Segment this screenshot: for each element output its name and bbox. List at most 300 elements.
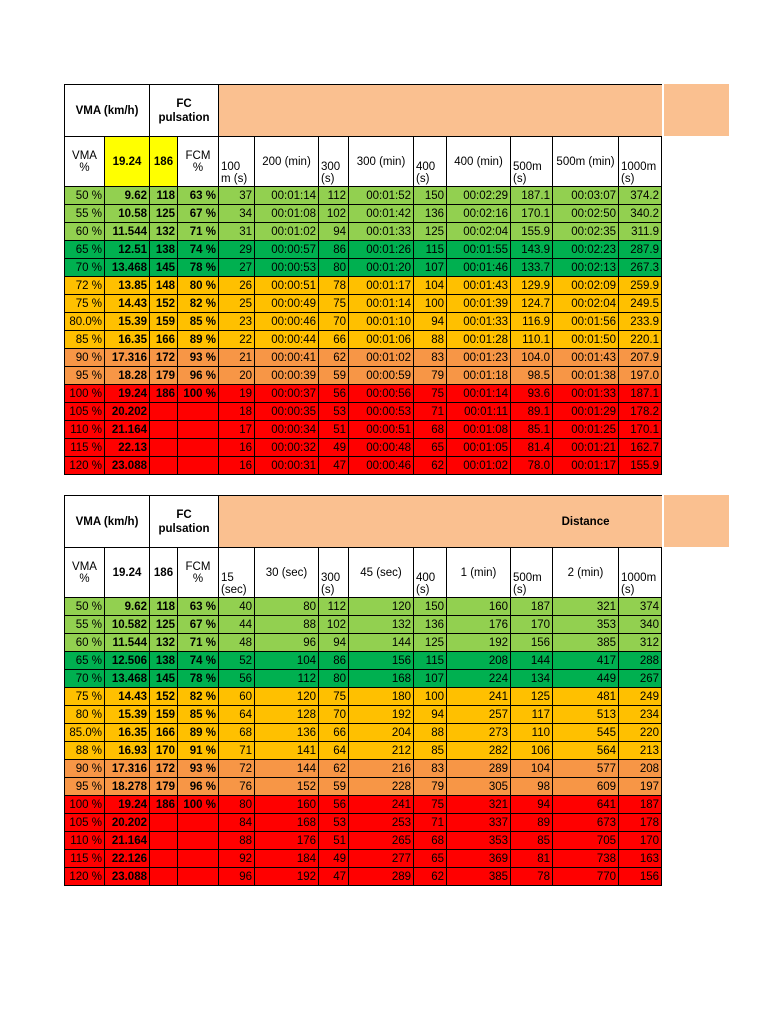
table-cell: 47 bbox=[319, 868, 349, 886]
table-cell: 00:01:42 bbox=[349, 205, 414, 223]
table-cell: 353 bbox=[553, 616, 619, 634]
table-cell: 125 bbox=[414, 223, 447, 241]
table-cell: 00:02:09 bbox=[553, 277, 619, 295]
table-cell: 00:01:18 bbox=[447, 367, 511, 385]
table-cell: 88 bbox=[219, 832, 255, 850]
table-cell: 80 bbox=[319, 670, 349, 688]
table-cell: 156 bbox=[619, 868, 662, 886]
table-row bbox=[65, 634, 662, 652]
table-cell: 16.93 bbox=[105, 742, 150, 760]
table-cell: 81.4 bbox=[511, 439, 553, 457]
table-cell: 70 bbox=[319, 313, 349, 331]
table-cell: 166 bbox=[150, 724, 178, 742]
table-cell: 216 bbox=[349, 760, 414, 778]
table-cell: 15.39 bbox=[105, 706, 150, 724]
subheader-cell: 500m (s) bbox=[511, 137, 553, 187]
table-cell: 59 bbox=[319, 778, 349, 796]
table-row bbox=[65, 778, 662, 796]
table-cell: 00:00:32 bbox=[255, 439, 319, 457]
table-cell: 12.506 bbox=[105, 652, 150, 670]
table-cell: 105 % bbox=[65, 814, 105, 832]
table-cell: 17.316 bbox=[105, 349, 150, 367]
table-cell: 68 bbox=[219, 724, 255, 742]
table-cell: 00:00:59 bbox=[349, 367, 414, 385]
table-cell: 220 bbox=[619, 724, 662, 742]
table-cell bbox=[178, 403, 219, 421]
table-cell: 138 bbox=[150, 241, 178, 259]
table-cell: 94 bbox=[511, 796, 553, 814]
table-cell: 18.278 bbox=[105, 778, 150, 796]
table-cell: 00:01:46 bbox=[447, 259, 511, 277]
table-cell: 78 % bbox=[178, 670, 219, 688]
table-cell: 27 bbox=[219, 259, 255, 277]
table-cell: 545 bbox=[553, 724, 619, 742]
table-cell: 105 % bbox=[65, 403, 105, 421]
table-cell: 152 bbox=[150, 295, 178, 313]
table-cell: 85 % bbox=[178, 706, 219, 724]
table-cell: 385 bbox=[447, 868, 511, 886]
table-cell: 75 bbox=[319, 688, 349, 706]
table-cell: 321 bbox=[447, 796, 511, 814]
subheader-cell: 15 (sec) bbox=[219, 548, 255, 598]
table-cell: 249 bbox=[619, 688, 662, 706]
table-cell: 71 % bbox=[178, 223, 219, 241]
table-cell: 129.9 bbox=[511, 277, 553, 295]
table-cell: 40 bbox=[219, 598, 255, 616]
table-cell: 96 % bbox=[178, 367, 219, 385]
table-cell: 75 % bbox=[65, 688, 105, 706]
table-cell: 20.202 bbox=[105, 403, 150, 421]
table-cell: 13.468 bbox=[105, 259, 150, 277]
table-cell: 104.0 bbox=[511, 349, 553, 367]
subheader-cell: VMA % bbox=[65, 137, 105, 187]
table-cell: 00:01:55 bbox=[447, 241, 511, 259]
table-cell: 449 bbox=[553, 670, 619, 688]
table-cell: 71 bbox=[414, 814, 447, 832]
table-cell: 144 bbox=[349, 634, 414, 652]
table-cell: 00:00:51 bbox=[255, 277, 319, 295]
table-cell: 00:00:56 bbox=[349, 385, 414, 403]
table-cell: 00:02:35 bbox=[553, 223, 619, 241]
fc-header: FC pulsation bbox=[150, 85, 219, 137]
subheader-cell: 2 (min) bbox=[553, 548, 619, 598]
table-cell: 70 % bbox=[65, 259, 105, 277]
banner-extension-1 bbox=[664, 84, 729, 136]
table-cell: 00:01:02 bbox=[447, 457, 511, 475]
table-cell: 94 bbox=[319, 634, 349, 652]
subheader-cell: FCM % bbox=[178, 548, 219, 598]
table-cell: 287.9 bbox=[619, 241, 662, 259]
table-cell: 20 bbox=[219, 367, 255, 385]
table-cell: 104 bbox=[255, 652, 319, 670]
table-cell: 78.0 bbox=[511, 457, 553, 475]
subheader-cell: 100 m (s) bbox=[219, 137, 255, 187]
table-cell: 159 bbox=[150, 313, 178, 331]
table-cell: 93.6 bbox=[511, 385, 553, 403]
table-cell: 56 bbox=[319, 796, 349, 814]
table-row bbox=[65, 688, 662, 706]
table-cell: 62 bbox=[319, 349, 349, 367]
table-cell: 14.43 bbox=[105, 295, 150, 313]
table-cell: 00:00:53 bbox=[255, 259, 319, 277]
table-cell: 145 bbox=[150, 259, 178, 277]
table-row bbox=[65, 223, 662, 241]
table-cell: 00:01:26 bbox=[349, 241, 414, 259]
table-cell: 00:00:31 bbox=[255, 457, 319, 475]
table-cell: 74 % bbox=[178, 652, 219, 670]
table-cell: 23.088 bbox=[105, 868, 150, 886]
table-cell: 89 % bbox=[178, 331, 219, 349]
table-cell: 197 bbox=[619, 778, 662, 796]
table-row bbox=[65, 403, 662, 421]
table-cell: 85.1 bbox=[511, 421, 553, 439]
table-cell: 00:01:43 bbox=[447, 277, 511, 295]
distance-banner: Distance bbox=[219, 496, 662, 548]
table-cell: 673 bbox=[553, 814, 619, 832]
table-cell: 00:01:33 bbox=[349, 223, 414, 241]
subheader-cell: 30 (sec) bbox=[255, 548, 319, 598]
table-cell: 65 % bbox=[65, 652, 105, 670]
table-cell: 159 bbox=[150, 706, 178, 724]
table-cell: 145 bbox=[150, 670, 178, 688]
table-cell: 00:02:13 bbox=[553, 259, 619, 277]
table-cell: 102 bbox=[319, 205, 349, 223]
table-cell: 156 bbox=[349, 652, 414, 670]
table-row bbox=[65, 367, 662, 385]
table-cell: 63 % bbox=[178, 187, 219, 205]
table-cell: 104 bbox=[414, 277, 447, 295]
table-cell: 22 bbox=[219, 331, 255, 349]
table-cell: 100 % bbox=[178, 796, 219, 814]
table-cell: 144 bbox=[255, 760, 319, 778]
table-cell: 67 % bbox=[178, 616, 219, 634]
table-cell: 112 bbox=[319, 598, 349, 616]
table-cell: 71 bbox=[414, 403, 447, 421]
table-cell: 172 bbox=[150, 760, 178, 778]
table-row bbox=[65, 421, 662, 439]
table-cell: 00:00:48 bbox=[349, 439, 414, 457]
table-cell: 81 bbox=[511, 850, 553, 868]
table-cell: 107 bbox=[414, 670, 447, 688]
table-row bbox=[65, 277, 662, 295]
table-cell: 115 bbox=[414, 652, 447, 670]
table-cell: 138 bbox=[150, 652, 178, 670]
table-cell: 176 bbox=[255, 832, 319, 850]
table-cell: 51 bbox=[319, 832, 349, 850]
table-cell: 187 bbox=[619, 796, 662, 814]
table-cell: 144 bbox=[511, 652, 553, 670]
table-cell: 60 % bbox=[65, 223, 105, 241]
table-cell: 187 bbox=[511, 598, 553, 616]
table-cell: 96 % bbox=[178, 778, 219, 796]
table-row bbox=[65, 652, 662, 670]
table-cell: 44 bbox=[219, 616, 255, 634]
table-cell: 00:00:53 bbox=[349, 403, 414, 421]
table-cell: 23 bbox=[219, 313, 255, 331]
table-cell: 16.35 bbox=[105, 331, 150, 349]
table-cell: 170 bbox=[150, 742, 178, 760]
table-cell: 75 % bbox=[65, 295, 105, 313]
table-cell: 118 bbox=[150, 187, 178, 205]
table-cell: 155.9 bbox=[619, 457, 662, 475]
table-cell: 85 bbox=[511, 832, 553, 850]
table-cell: 80 % bbox=[65, 706, 105, 724]
table-cell: 78 % bbox=[178, 259, 219, 277]
table-cell bbox=[150, 457, 178, 475]
table-cell: 241 bbox=[349, 796, 414, 814]
table-cell: 208 bbox=[447, 652, 511, 670]
table-cell: 577 bbox=[553, 760, 619, 778]
table-cell: 80.0% bbox=[65, 313, 105, 331]
table-cell: 75 bbox=[414, 796, 447, 814]
table-cell: 37 bbox=[219, 187, 255, 205]
table-cell: 118 bbox=[150, 598, 178, 616]
table-cell: 305 bbox=[447, 778, 511, 796]
table-cell: 22.126 bbox=[105, 850, 150, 868]
subheader-cell: 200 (min) bbox=[255, 137, 319, 187]
subheader-cell: 300 (s) bbox=[319, 548, 349, 598]
table-cell: 96 bbox=[219, 868, 255, 886]
table-cell: 64 bbox=[319, 742, 349, 760]
table-cell: 18.28 bbox=[105, 367, 150, 385]
table-cell: 82 % bbox=[178, 295, 219, 313]
table-cell: 94 bbox=[414, 313, 447, 331]
table-cell: 738 bbox=[553, 850, 619, 868]
distance-banner bbox=[219, 85, 662, 137]
table-cell: 00:01:14 bbox=[447, 385, 511, 403]
table-cell: 92 bbox=[219, 850, 255, 868]
table-cell: 125 bbox=[150, 205, 178, 223]
table-row bbox=[65, 670, 662, 688]
table-cell: 19.24 bbox=[105, 796, 150, 814]
table-cell: 21.164 bbox=[105, 421, 150, 439]
table-cell: 176 bbox=[447, 616, 511, 634]
table-cell: 13.468 bbox=[105, 670, 150, 688]
table-cell: 62 bbox=[414, 868, 447, 886]
table-cell: 56 bbox=[319, 385, 349, 403]
table-cell bbox=[178, 421, 219, 439]
table-cell: 00:01:17 bbox=[349, 277, 414, 295]
subheader-row bbox=[65, 137, 662, 187]
table-cell: 83 bbox=[414, 760, 447, 778]
table-cell bbox=[178, 850, 219, 868]
table-row bbox=[65, 205, 662, 223]
table-cell: 00:00:35 bbox=[255, 403, 319, 421]
table-cell: 89 bbox=[511, 814, 553, 832]
table-cell bbox=[150, 421, 178, 439]
table-cell: 115 % bbox=[65, 850, 105, 868]
subheader-cell: FCM % bbox=[178, 137, 219, 187]
table-cell: 115 % bbox=[65, 439, 105, 457]
table-cell: 49 bbox=[319, 439, 349, 457]
table-cell: 00:01:23 bbox=[447, 349, 511, 367]
table-cell: 259.9 bbox=[619, 277, 662, 295]
table-cell: 00:01:14 bbox=[349, 295, 414, 313]
table-cell: 90 % bbox=[65, 349, 105, 367]
table-body bbox=[65, 85, 662, 475]
table-cell: 86 bbox=[319, 241, 349, 259]
table-cell: 150 bbox=[414, 598, 447, 616]
table-row bbox=[65, 259, 662, 277]
table-cell: 85 % bbox=[178, 313, 219, 331]
table-cell: 10.58 bbox=[105, 205, 150, 223]
table-cell: 00:01:21 bbox=[553, 439, 619, 457]
table-cell: 70 bbox=[319, 706, 349, 724]
table-cell: 00:03:07 bbox=[553, 187, 619, 205]
table-cell: 374.2 bbox=[619, 187, 662, 205]
table-cell: 150 bbox=[414, 187, 447, 205]
table-cell: 132 bbox=[150, 634, 178, 652]
table-cell: 241 bbox=[447, 688, 511, 706]
table-cell: 50 % bbox=[65, 187, 105, 205]
table-cell: 83 bbox=[414, 349, 447, 367]
table-cell: 00:00:46 bbox=[349, 457, 414, 475]
table-cell: 110 % bbox=[65, 421, 105, 439]
table-cell: 178 bbox=[619, 814, 662, 832]
subheader-cell: VMA % bbox=[65, 548, 105, 598]
table-cell bbox=[150, 850, 178, 868]
table-cell: 66 bbox=[319, 724, 349, 742]
table-cell: 136 bbox=[414, 616, 447, 634]
table-cell: 273 bbox=[447, 724, 511, 742]
table-cell: 180 bbox=[349, 688, 414, 706]
table-cell: 34 bbox=[219, 205, 255, 223]
table-cell: 64 bbox=[219, 706, 255, 724]
table-cell: 53 bbox=[319, 814, 349, 832]
table-cell: 00:00:44 bbox=[255, 331, 319, 349]
table-row bbox=[65, 457, 662, 475]
table-cell: 340 bbox=[619, 616, 662, 634]
table-cell: 66 bbox=[319, 331, 349, 349]
table-cell: 95 % bbox=[65, 778, 105, 796]
table-cell: 75 bbox=[319, 295, 349, 313]
table-row bbox=[65, 832, 662, 850]
table-cell: 51 bbox=[319, 421, 349, 439]
table-cell: 705 bbox=[553, 832, 619, 850]
table-cell: 115 bbox=[414, 241, 447, 259]
table-cell: 100 % bbox=[178, 385, 219, 403]
table-cell: 9.62 bbox=[105, 187, 150, 205]
table-cell: 76 bbox=[219, 778, 255, 796]
table-cell: 234 bbox=[619, 706, 662, 724]
table-cell: 93 % bbox=[178, 349, 219, 367]
table-cell: 00:02:16 bbox=[447, 205, 511, 223]
table-row bbox=[65, 814, 662, 832]
table-cell: 162.7 bbox=[619, 439, 662, 457]
table-row bbox=[65, 616, 662, 634]
table-cell: 289 bbox=[349, 868, 414, 886]
table-cell: 100 % bbox=[65, 796, 105, 814]
table-cell: 78 bbox=[511, 868, 553, 886]
table-cell: 170 bbox=[619, 832, 662, 850]
table-cell: 265 bbox=[349, 832, 414, 850]
table-row bbox=[65, 706, 662, 724]
vma-header: VMA (km/h) bbox=[65, 85, 150, 137]
table-cell: 143.9 bbox=[511, 241, 553, 259]
table-cell: 125 bbox=[150, 616, 178, 634]
table-cell: 31 bbox=[219, 223, 255, 241]
table-cell: 21 bbox=[219, 349, 255, 367]
table-cell: 29 bbox=[219, 241, 255, 259]
subheader-cell: 500m (s) bbox=[511, 548, 553, 598]
table-cell: 00:01:28 bbox=[447, 331, 511, 349]
table-cell: 84 bbox=[219, 814, 255, 832]
table-cell: 49 bbox=[319, 850, 349, 868]
table-cell: 166 bbox=[150, 331, 178, 349]
table-cell: 116.9 bbox=[511, 313, 553, 331]
table-cell: 11.544 bbox=[105, 223, 150, 241]
subheader-cell: 1 (min) bbox=[447, 548, 511, 598]
table-cell: 16 bbox=[219, 439, 255, 457]
table-cell: 00:01:25 bbox=[553, 421, 619, 439]
table-cell: 374 bbox=[619, 598, 662, 616]
table-row bbox=[65, 796, 662, 814]
table-row bbox=[65, 724, 662, 742]
table-cell: 52 bbox=[219, 652, 255, 670]
table-cell: 641 bbox=[553, 796, 619, 814]
table-cell: 178.2 bbox=[619, 403, 662, 421]
table-cell: 163 bbox=[619, 850, 662, 868]
table-cell: 277 bbox=[349, 850, 414, 868]
table-cell: 55 % bbox=[65, 616, 105, 634]
fc-header: FC pulsation bbox=[150, 496, 219, 548]
table-cell: 187.1 bbox=[511, 187, 553, 205]
table-body bbox=[65, 496, 662, 886]
table-cell: 79 bbox=[414, 367, 447, 385]
table-cell: 00:00:49 bbox=[255, 295, 319, 313]
table-cell: 00:01:10 bbox=[349, 313, 414, 331]
table-cell: 170 bbox=[511, 616, 553, 634]
table-cell: 89.1 bbox=[511, 403, 553, 421]
table-cell: 11.544 bbox=[105, 634, 150, 652]
subheader-cell: 500m (min) bbox=[553, 137, 619, 187]
table-cell bbox=[178, 868, 219, 886]
table-cell: 00:00:39 bbox=[255, 367, 319, 385]
table-cell: 00:01:17 bbox=[553, 457, 619, 475]
table-cell bbox=[150, 439, 178, 457]
table-cell: 267 bbox=[619, 670, 662, 688]
table-cell: 192 bbox=[349, 706, 414, 724]
table-cell: 71 % bbox=[178, 634, 219, 652]
table-cell: 288 bbox=[619, 652, 662, 670]
table-cell: 00:00:34 bbox=[255, 421, 319, 439]
table-cell: 00:01:33 bbox=[553, 385, 619, 403]
subheader-cell: 400 (min) bbox=[447, 137, 511, 187]
table-cell: 94 bbox=[319, 223, 349, 241]
table-cell: 208 bbox=[619, 760, 662, 778]
table-cell: 00:01:38 bbox=[553, 367, 619, 385]
table-cell: 156 bbox=[511, 634, 553, 652]
table-cell: 224 bbox=[447, 670, 511, 688]
table-cell: 609 bbox=[553, 778, 619, 796]
table-cell: 369 bbox=[447, 850, 511, 868]
table-cell: 88 bbox=[414, 724, 447, 742]
table-cell: 00:02:04 bbox=[447, 223, 511, 241]
table-cell: 172 bbox=[150, 349, 178, 367]
table-cell: 141 bbox=[255, 742, 319, 760]
table-cell: 160 bbox=[255, 796, 319, 814]
table-cell: 00:02:04 bbox=[553, 295, 619, 313]
table-cell: 233.9 bbox=[619, 313, 662, 331]
subheader-row bbox=[65, 548, 662, 598]
table-cell: 21.164 bbox=[105, 832, 150, 850]
table-cell: 110 bbox=[511, 724, 553, 742]
table-cell: 55 % bbox=[65, 205, 105, 223]
table-cell: 65 % bbox=[65, 241, 105, 259]
table-cell: 100 % bbox=[65, 385, 105, 403]
table-cell: 311.9 bbox=[619, 223, 662, 241]
table-cell: 19 bbox=[219, 385, 255, 403]
